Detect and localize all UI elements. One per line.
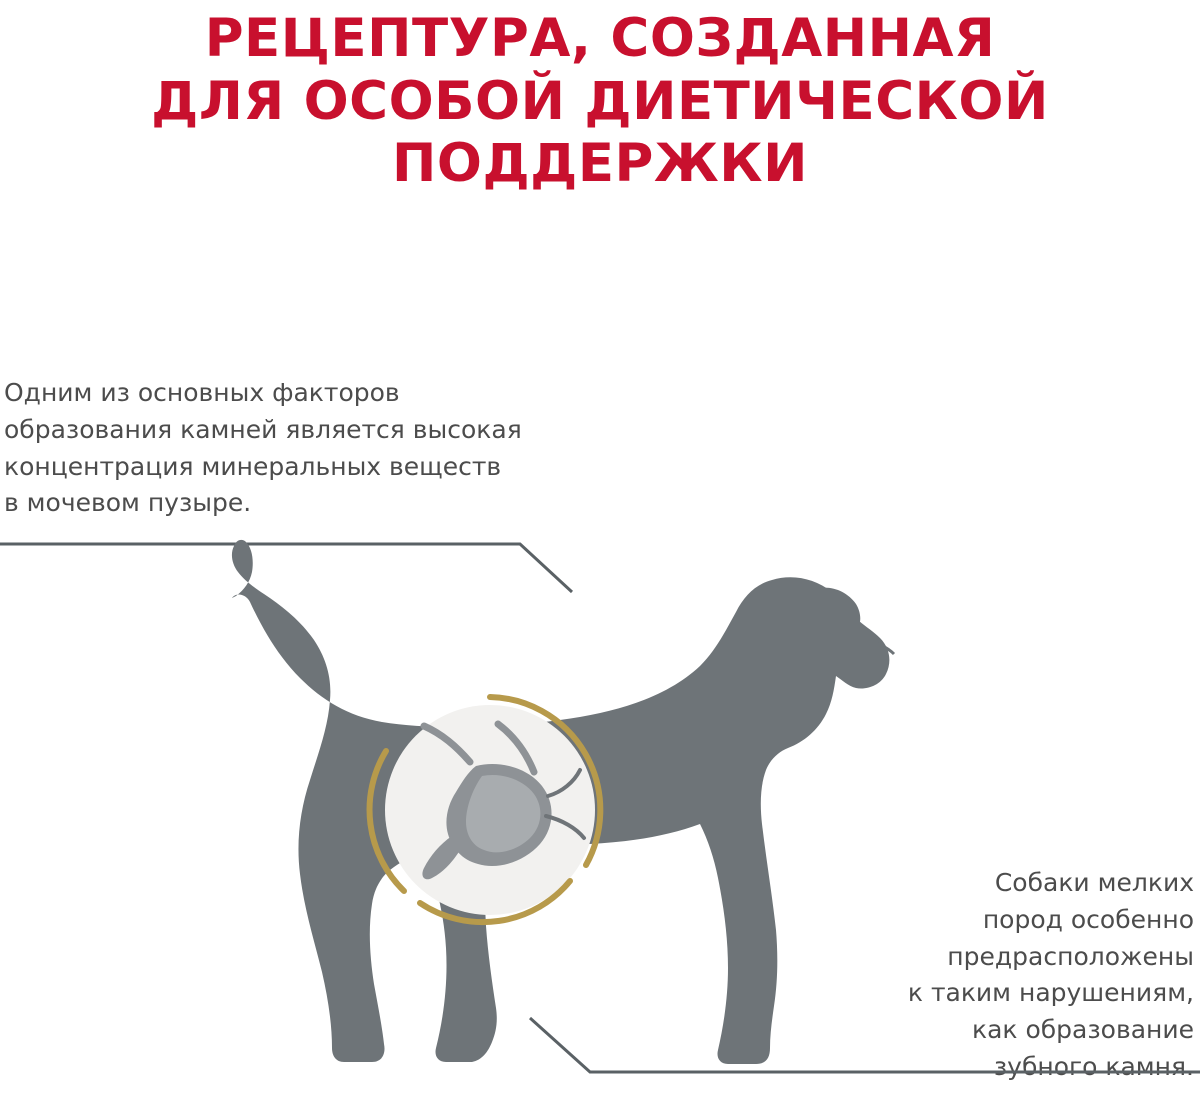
page-title: [0, 8, 1200, 196]
left-text-line-1: Одним из основных факторов: [4, 378, 400, 407]
left-text-line-2: образования камней является высокая: [4, 414, 522, 444]
right-text-line-6: зубного камня.: [993, 1051, 1194, 1081]
right-text-line-5: как образование: [972, 1015, 1194, 1044]
connector-line-bottom: [530, 1018, 1200, 1072]
right-text-line-3: предрасположены: [947, 941, 1194, 971]
right-text-line-2: пород особенно: [982, 904, 1194, 934]
left-description-text: [4, 375, 644, 522]
connector-line-top: [0, 544, 572, 592]
headline-line-3: ПОДДЕРЖКИ: [392, 133, 808, 195]
right-text-line-1: Собаки мелких: [994, 868, 1194, 897]
headline-line-2: ДЛЯ ОСОБОЙ ДИЕТИЧЕСКОЙ: [151, 70, 1049, 132]
left-text-line-4: в мочевом пузыре.: [4, 488, 252, 518]
illustration-area: [0, 520, 1200, 1112]
right-text-line-4: к таким нарушениям,: [907, 978, 1194, 1008]
left-text-line-3: концентрация минеральных веществ: [4, 451, 502, 481]
headline-line-1: РЕЦЕПТУРА, СОЗДАННАЯ: [204, 8, 996, 69]
